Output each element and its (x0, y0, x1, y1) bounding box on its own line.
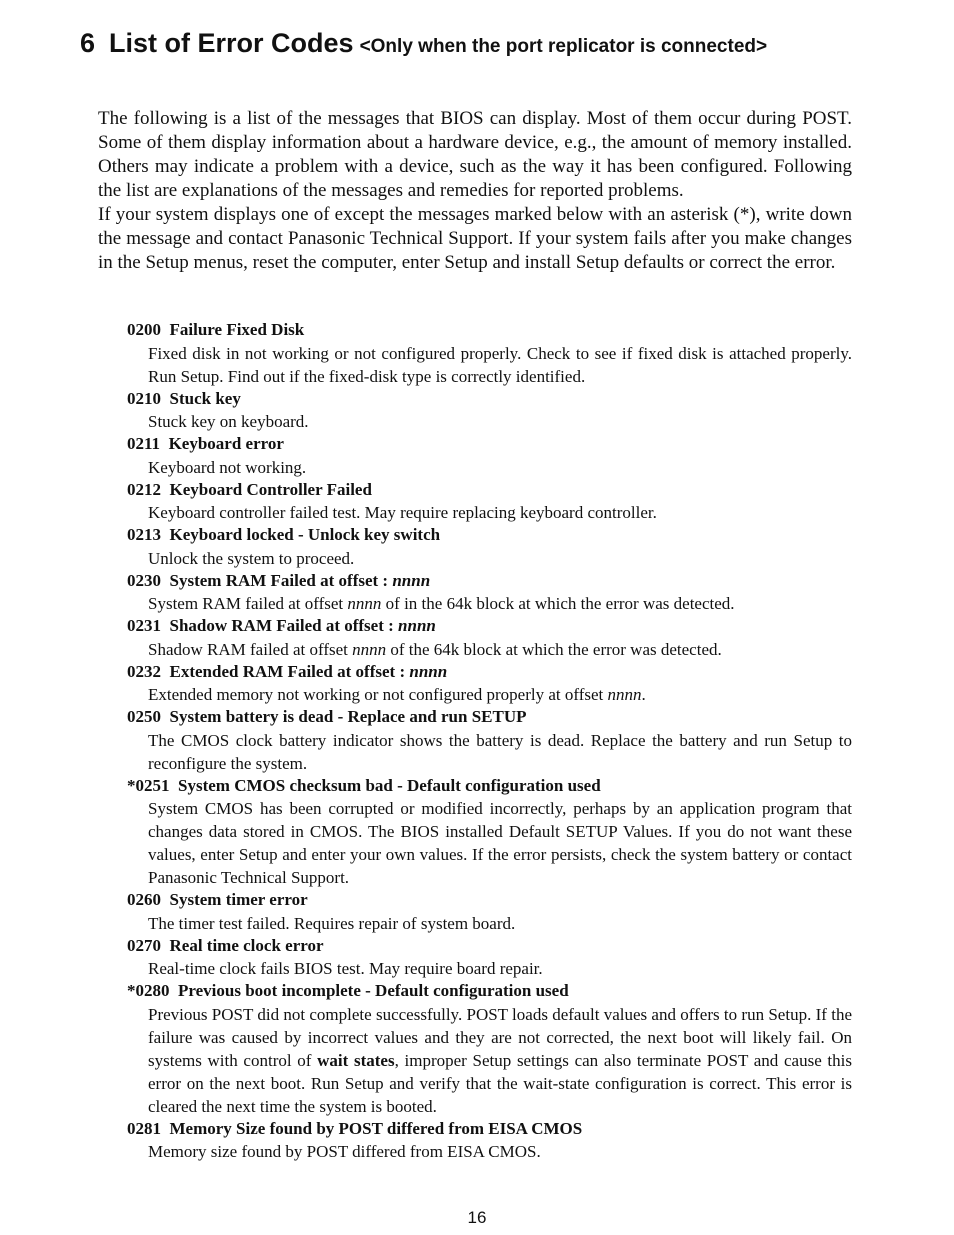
error-description (148, 638, 852, 661)
intro-paragraph: If your system displays one of except the messages marked below with an asterisk (*), write down the message and contact Panasonic Technical Support. If your system fails after you make changes in the Setup menus, reset the computer, enter Setup and install Setup defaults or correct the error. (98, 204, 852, 273)
error-name: Stuck key (169, 388, 241, 408)
error-title (127, 980, 954, 1003)
error-description: Memory size found by POST differed from EISA CMOS. (148, 1142, 541, 1161)
error-title (127, 615, 954, 638)
error-code: 0281 (127, 1118, 161, 1138)
offset-variable: nnnn (409, 661, 448, 681)
error-name: Memory Size found by POST differed from EISA CMOS (169, 1118, 583, 1138)
error-title (127, 935, 954, 958)
description-text: . (641, 685, 646, 704)
error-code: *0280 (127, 981, 170, 1000)
error-title (127, 524, 954, 547)
error-code: 0260 (127, 890, 161, 909)
page-number: 16 (467, 1208, 487, 1227)
error-name: System battery is dead - Replace and run SETUP (169, 707, 527, 726)
error-entry-0232 (0, 661, 954, 707)
section-title: List of Error Codes (109, 28, 354, 58)
error-description (148, 683, 852, 706)
description-text: System RAM failed at offset (148, 594, 348, 613)
error-code: 0250 (127, 707, 161, 726)
error-entry-0250 (0, 706, 954, 775)
error-entry-0200 (0, 319, 954, 388)
error-entry-0270 (0, 935, 954, 981)
error-name: Previous boot incomplete - Default configuration used (178, 981, 569, 1000)
description-text: Extended memory not working or not configured properly at offset (148, 685, 608, 704)
error-title (127, 479, 954, 502)
error-code: 0231 (127, 616, 161, 635)
description-text: Shadow RAM failed at offset (148, 639, 353, 659)
error-code: 0211 (127, 434, 161, 453)
error-code: 0212 (127, 479, 161, 499)
error-entry-0280 (0, 980, 954, 1118)
offset-variable: nnnn (607, 685, 642, 704)
description-text: of in the 64k block at which the error was detected. (381, 594, 735, 613)
offset-variable: nnnn (392, 570, 431, 590)
error-entry-0213 (0, 524, 954, 570)
error-name: Keyboard error (168, 434, 284, 453)
error-description: Fixed disk in not working or not configured properly. Check to see if fixed disk is attached properly. Run Setup. Find out if the fixed-disk type is correctly identified. (148, 343, 852, 386)
error-entry-0230 (0, 570, 954, 616)
error-title (127, 319, 954, 342)
error-entry-0281 (0, 1118, 954, 1164)
error-description (148, 592, 852, 615)
error-entry-0231 (0, 615, 954, 661)
error-code-list (0, 319, 954, 1163)
error-code: 0210 (127, 388, 161, 408)
error-name: System timer error (169, 890, 308, 909)
offset-variable: nnnn (398, 616, 436, 635)
error-title (127, 661, 954, 684)
error-title (127, 433, 954, 456)
error-description: Keyboard controller failed test. May require replacing keyboard controller. (148, 503, 657, 522)
error-entry-0212 (0, 479, 954, 525)
section-number: 6 (80, 28, 96, 58)
emphasis-text: wait states (317, 1050, 395, 1070)
error-name: System RAM Failed at offset : (169, 570, 393, 590)
error-name: System CMOS checksum bad - Default configuration used (178, 775, 601, 795)
intro-text (98, 107, 852, 275)
error-name: Failure Fixed Disk (169, 320, 305, 339)
error-code: 0232 (127, 661, 161, 681)
error-description: System CMOS has been corrupted or modified incorrectly, perhaps by an application program that changes data stored in CMOS. The BIOS installed Default SETUP Values. If you do not want these values, enter Setup and enter your own values. If the error persists, check the system battery or contact Panasonic Technical Support. (148, 799, 852, 887)
error-code: 0230 (127, 570, 161, 590)
description-text: Previous POST did not complete successfully. POST loads default values and offers to run Setup. If the failure was caused by incorrect values and they are not corrected, the next boot will likely fail. On systems with control of (148, 1004, 852, 1070)
error-title (127, 889, 954, 912)
section-heading (80, 24, 767, 64)
error-description: The timer test failed. Requires repair of system board. (148, 913, 516, 933)
error-description: Stuck key on keyboard. (148, 412, 309, 431)
error-description: Keyboard not working. (148, 457, 307, 477)
offset-variable: nnnn (352, 639, 387, 659)
error-title (127, 1118, 954, 1141)
error-entry-0251 (0, 775, 954, 890)
error-name: Extended RAM Failed at offset : (169, 661, 410, 681)
error-title (127, 388, 954, 411)
error-name: Keyboard Controller Failed (169, 479, 372, 499)
error-name: Keyboard locked - Unlock key switch (169, 525, 441, 544)
intro-paragraph: The following is a list of the messages that BIOS can display. Most of them occur during POST. Some of them display information about a hardware device, e.g., the amount of memory installed. Others may indicate a problem with a device, such as the way it has been configured. Following the list are explanations of the messages and remedies for reported problems. (98, 108, 852, 201)
description-text: , improper Setup settings can also terminate POST and cause this error on the next boot. Run Setup and verify that the wait-state configuration is correct. This error is cleared the next time the system is booted. (148, 1050, 852, 1116)
section-subtitle: <Only when the port replicator is connected> (359, 36, 768, 57)
error-code: *0251 (127, 775, 170, 795)
error-entry-0260 (0, 889, 954, 935)
error-code: 0270 (127, 935, 161, 955)
error-name: Shadow RAM Failed at offset : (169, 616, 399, 635)
error-description (148, 1003, 852, 1118)
error-title (127, 706, 954, 729)
error-title (127, 570, 954, 593)
error-code: 0213 (127, 525, 161, 544)
error-code: 0200 (127, 320, 161, 339)
description-text: of the 64k block at which the error was detected. (386, 639, 722, 659)
error-title (127, 775, 954, 798)
error-description: The CMOS clock battery indicator shows the battery is dead. Replace the battery and run Setup to reconfigure the system. (148, 730, 852, 773)
error-entry-0211 (0, 433, 954, 479)
error-description: Real-time clock fails BIOS test. May require board repair. (148, 959, 543, 978)
error-entry-0210 (0, 388, 954, 434)
error-description: Unlock the system to proceed. (148, 548, 355, 568)
offset-variable: nnnn (347, 594, 382, 613)
error-name: Real time clock error (169, 935, 324, 955)
